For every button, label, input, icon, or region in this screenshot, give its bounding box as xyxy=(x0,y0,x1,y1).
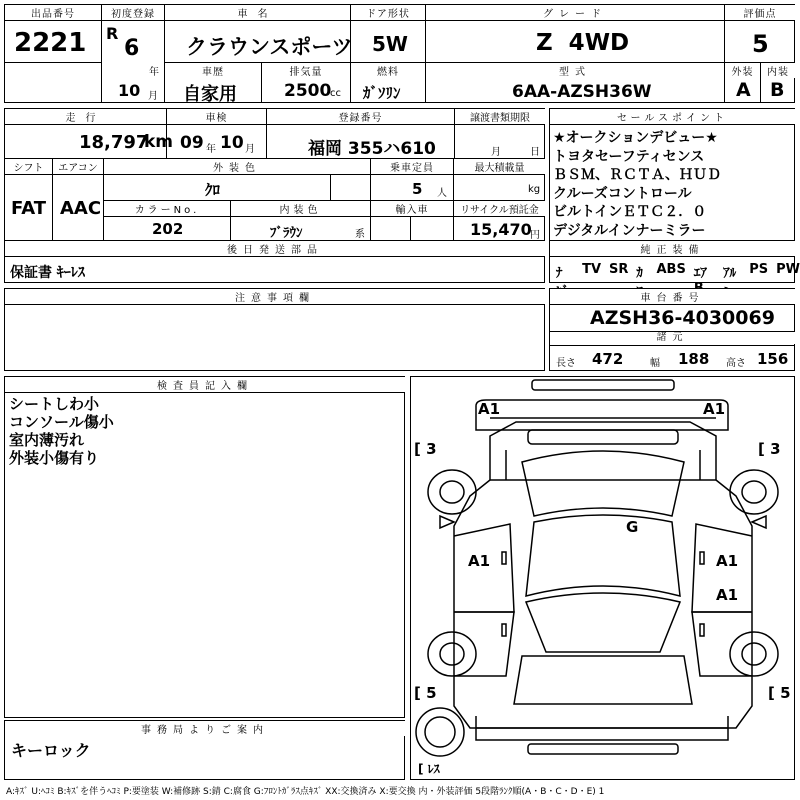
import-label: 輸入車 xyxy=(371,201,453,216)
sales-point-item: デジタルインナーミラー xyxy=(553,222,706,239)
damage-roof: G xyxy=(626,518,639,536)
trunk xyxy=(514,656,692,704)
fuel-label: 燃料 xyxy=(351,63,425,78)
era: R xyxy=(106,24,119,43)
mileage-label: 走行 xyxy=(5,109,166,124)
color-label: 外装色 xyxy=(104,159,370,174)
tire-tread-fr: [ 3 xyxy=(758,440,781,458)
door-label: ドア形状 xyxy=(351,5,425,20)
sales-point-label: セールスポイント xyxy=(550,109,795,124)
inspection-year-unit: 年 xyxy=(206,144,216,155)
inspector-label: 検査員記入欄 xyxy=(5,377,405,392)
equipment-label: 純正装備 xyxy=(550,241,795,256)
tire-tread-fl: [ 3 xyxy=(414,440,437,458)
front-bumper-bar xyxy=(532,380,674,390)
specs-label: 諸元 xyxy=(550,332,795,344)
notes-label: 注意事項欄 xyxy=(5,289,545,304)
first-registration-label: 初度登録 xyxy=(102,5,164,20)
chassis-label: 車台番号 xyxy=(550,289,795,304)
plate-label: 登録番号 xyxy=(267,109,454,124)
capacity-label: 乗車定員 xyxy=(371,159,453,174)
lot-number: 2221 xyxy=(14,28,87,58)
tire-front-left xyxy=(428,470,476,514)
car-name: クラウンスポーツ xyxy=(186,35,353,59)
displacement-label: 排気量 xyxy=(262,63,350,78)
inspection-year: 09 xyxy=(180,133,204,153)
capacity-unit: 人 xyxy=(437,188,447,199)
equipment-item: SR xyxy=(609,262,629,277)
sales-point-item: ＢＳＭ、ＲＣＴＡ、ＨＵＤ xyxy=(553,167,721,183)
transfer-day-unit: 日 xyxy=(530,147,540,158)
equipment-item: PS xyxy=(749,262,769,277)
windshield xyxy=(522,451,684,516)
inspector-line: シートしわ小 xyxy=(9,395,100,413)
damage-right-rear-door: A1 xyxy=(716,586,739,604)
car-name-label: 車名 xyxy=(165,5,350,20)
grade-label: グレード xyxy=(426,5,724,20)
exterior-label: 外装 xyxy=(725,63,760,78)
recycle-fee: 15,470 xyxy=(470,220,532,239)
registration-month: 10 xyxy=(118,81,141,100)
tire-rear-left xyxy=(428,632,476,676)
shift-label: シフト xyxy=(5,159,52,174)
equipment-item: ABS xyxy=(656,262,686,277)
inspection-label: 車検 xyxy=(167,109,266,124)
ac-label: エアコン xyxy=(53,159,103,174)
damage-left-door: A1 xyxy=(468,552,491,570)
equipment-item: ｶ xyxy=(636,266,643,281)
right-door-rear xyxy=(692,612,752,676)
office-notice: キーロック xyxy=(11,741,91,760)
sales-point-list xyxy=(553,129,721,240)
body-outline xyxy=(454,480,752,728)
tire-rear-right xyxy=(730,632,778,676)
office-label: 事務局よりご案内 xyxy=(5,721,405,736)
front-bumper xyxy=(476,400,728,430)
inspector-line: 室内薄汚れ xyxy=(9,431,85,449)
later-parts-label: 後日発送部品 xyxy=(5,241,545,256)
transfer-month-unit: 月 xyxy=(491,147,501,158)
air-conditioner: AAC xyxy=(60,198,102,219)
color-number: 202 xyxy=(152,220,184,238)
license-plate: 福岡 355ハ610 xyxy=(308,139,436,159)
legend: A:ｷｽﾞ U:ﾍｺﾐ B:ｷｽﾞを伴うﾍｺﾐ P:要塗装 W:補修跡 S:錆 C:腐食 G:ﾌﾛﾝﾄｶﾞﾗｽ点ｷｽﾞ XX:交換済み X:要交換 内・外装評価 5段階ﾗﾝｸ順(A・B・C・D・E) 1 xyxy=(6,787,605,797)
tire-tread-rr: [ 5 xyxy=(768,684,791,702)
interior-color: ﾌﾞﾗｳﾝ xyxy=(270,226,303,241)
inspector-notes xyxy=(9,395,114,467)
sales-point-item: ★オークションデビュー★ xyxy=(553,130,718,146)
score-label: 評価点 xyxy=(725,5,795,20)
width-label: 幅 xyxy=(650,358,660,369)
model-label: 型式 xyxy=(426,63,724,78)
sales-point-item: トヨタセーフティセンス xyxy=(553,148,705,165)
roof xyxy=(526,515,680,596)
year-unit: 年 xyxy=(149,67,159,78)
load-unit: kg xyxy=(528,184,541,195)
recycle-unit: 円 xyxy=(530,230,540,241)
lot-label: 出品番号 xyxy=(5,5,101,20)
length: 472 xyxy=(592,350,624,368)
car-diagram-svg xyxy=(410,376,795,780)
month-unit: 月 xyxy=(148,91,158,102)
exterior-grade: A xyxy=(736,79,751,101)
transfer-doc-label: 譲渡書類期限 xyxy=(455,109,545,124)
interior-grade: B xyxy=(770,79,785,101)
tire-tread-rl: [ 5 xyxy=(414,684,437,702)
body-color: ｸﾛ xyxy=(205,181,221,199)
tire-front-right xyxy=(730,470,778,514)
equipment-item: TV xyxy=(582,262,602,277)
color-number-label: カラーNo. xyxy=(104,201,230,216)
sales-point-item: クルーズコントロール xyxy=(553,185,692,202)
damage-front-left: A1 xyxy=(478,400,501,418)
registration-year: 6 xyxy=(124,36,140,61)
inspection-month: 10 xyxy=(220,133,244,153)
equipment-item: ｱﾙ xyxy=(723,266,737,281)
inspector-line: コンソール傷小 xyxy=(9,413,114,431)
displacement-unit: cc xyxy=(330,88,341,99)
interior-color-label: 内装色 xyxy=(231,201,370,216)
damage-right-front-door: A1 xyxy=(716,552,739,570)
spare-tire-status: [ ﾚｽ xyxy=(418,762,440,776)
inspector-line: 外装小傷有り xyxy=(9,449,100,467)
sales-point-item: ビルトインＥＴＣ２．０ xyxy=(553,204,707,220)
score: 5 xyxy=(752,30,769,58)
interior-color-unit: 系 xyxy=(355,229,365,240)
left-door-rear xyxy=(454,612,514,676)
history: 自家用 xyxy=(183,84,237,105)
model-code: 6AA-AZSH36W xyxy=(512,82,652,102)
equipment-item: ｴｱ xyxy=(693,266,707,281)
width: 188 xyxy=(678,350,710,368)
inspection-month-unit: 月 xyxy=(245,144,255,155)
mileage: 18,797 xyxy=(79,132,149,153)
rear-window xyxy=(526,593,680,652)
interior-label: 内装 xyxy=(761,63,795,78)
history-label: 車歴 xyxy=(165,63,261,78)
height: 156 xyxy=(757,350,789,368)
later-parts: 保証書 ｷｰﾚｽ xyxy=(10,265,85,281)
displacement: 2500 xyxy=(284,81,332,101)
grade: Z 4WD xyxy=(536,30,630,56)
spare-tire xyxy=(416,708,464,756)
chassis-number: AZSH36-4030069 xyxy=(590,307,775,329)
mileage-unit: km xyxy=(144,132,174,152)
equipment-item: ﾅ xyxy=(556,266,563,281)
shift: FAT xyxy=(11,198,47,219)
equipment-item: PW xyxy=(776,262,800,277)
height-label: 高さ xyxy=(726,358,746,369)
door-type: 5W xyxy=(372,32,408,56)
load-label: 最大積載量 xyxy=(454,159,545,174)
length-label: 長さ xyxy=(556,358,576,369)
capacity: 5 xyxy=(412,180,423,198)
fuel: ｶﾞｿﾘﾝ xyxy=(363,84,401,102)
damage-front-right: A1 xyxy=(703,400,726,418)
recycle-label: リサイクル預託金 xyxy=(454,201,545,216)
